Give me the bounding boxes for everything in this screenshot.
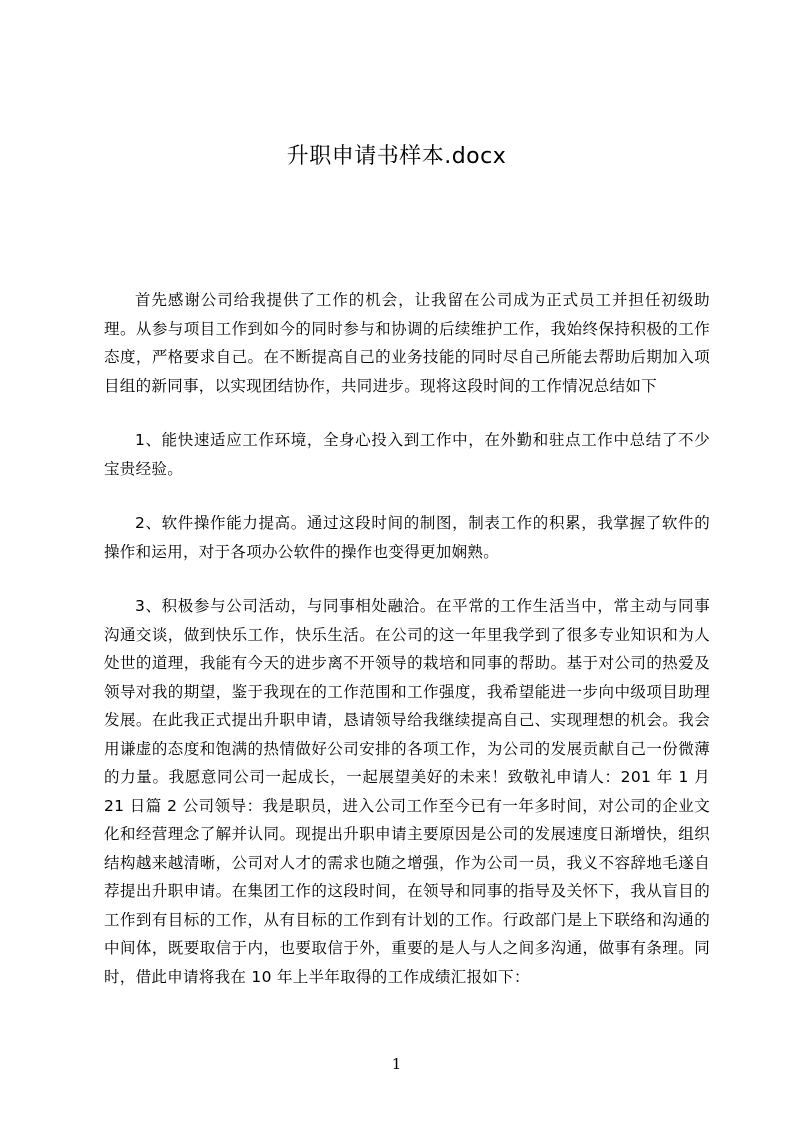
document-body bbox=[104, 286, 710, 1017]
paragraph-point-3: 3、积极参与公司活动，与同事相处融洽。在平常的工作生活当中，常主动与同事沟通交谈，做到快乐工作，快乐生活。在公司的这一年里我学到了很多专业知识和为人处世的道理，我能有今天的进步离不开领导的栽培和同事的帮助。基于对公司的热爱及领导对我的期望，鉴于我现在的工作范围和工作强度，我希望能进一步向中级项目助理发展。在此我正式提出升职申请，恳请领导给我继续提高自己、实现理想的机会。我会用谦虚的态度和饱满的热情做好公司安排的各项工作，为公司的发展贡献自己一份微薄的力量。我愿意同公司一起成长，一起展望美好的未来！致敬礼申请人：201 年 1 月 21 日篇 2 公司领导：我是职员，进入公司工作至今已有一年多时间，对公司的企业文化和经营理念了解并认同。现提出升职申请主要原因是公司的发展速度日渐增快，组织结构越来越清晰，公司对人才的需求也随之增强，作为公司一员，我义不容辞地毛遂自荐提出升职申请。在集团工作的这段时间，在领导和同事的指导及关怀下，我从盲目的工作到有目标的工作，从有目标的工作到有计划的工作。行政部门是上下联络和沟通的中间体，既要取信于内，也要取信于外，重要的是人与人之间多沟通，做事有条理。同时，借此申请将我在 10 年上半年取得的工作成绩汇报如下： bbox=[104, 597, 710, 986]
page-number: 1 bbox=[391, 1055, 402, 1073]
paragraph-point-2: 2、软件操作能力提高。通过这段时间的制图，制表工作的积累，我掌握了软件的操作和运用，对于各项办公软件的操作也变得更加娴熟。 bbox=[104, 514, 710, 561]
paragraph-point-1: 1、能快速适应工作环境，全身心投入到工作中，在外勤和驻点工作中总结了不少宝贵经验。 bbox=[104, 431, 710, 478]
paragraph-intro: 首先感谢公司给我提供了工作的机会，让我留在公司成为正式员工并担任初级助理。从参与项目工作到如今的同时参与和协调的后续维护工作，我始终保持积极的工作态度，严格要求自己。在不断提高自己的业务技能的同时尽自己所能去帮助后期加入项目组的新同事，以实现团结协作，共同进步。现将这段时间的工作情况总结如下 bbox=[104, 291, 710, 395]
document-title: 升职申请书样本.docx bbox=[286, 144, 507, 169]
